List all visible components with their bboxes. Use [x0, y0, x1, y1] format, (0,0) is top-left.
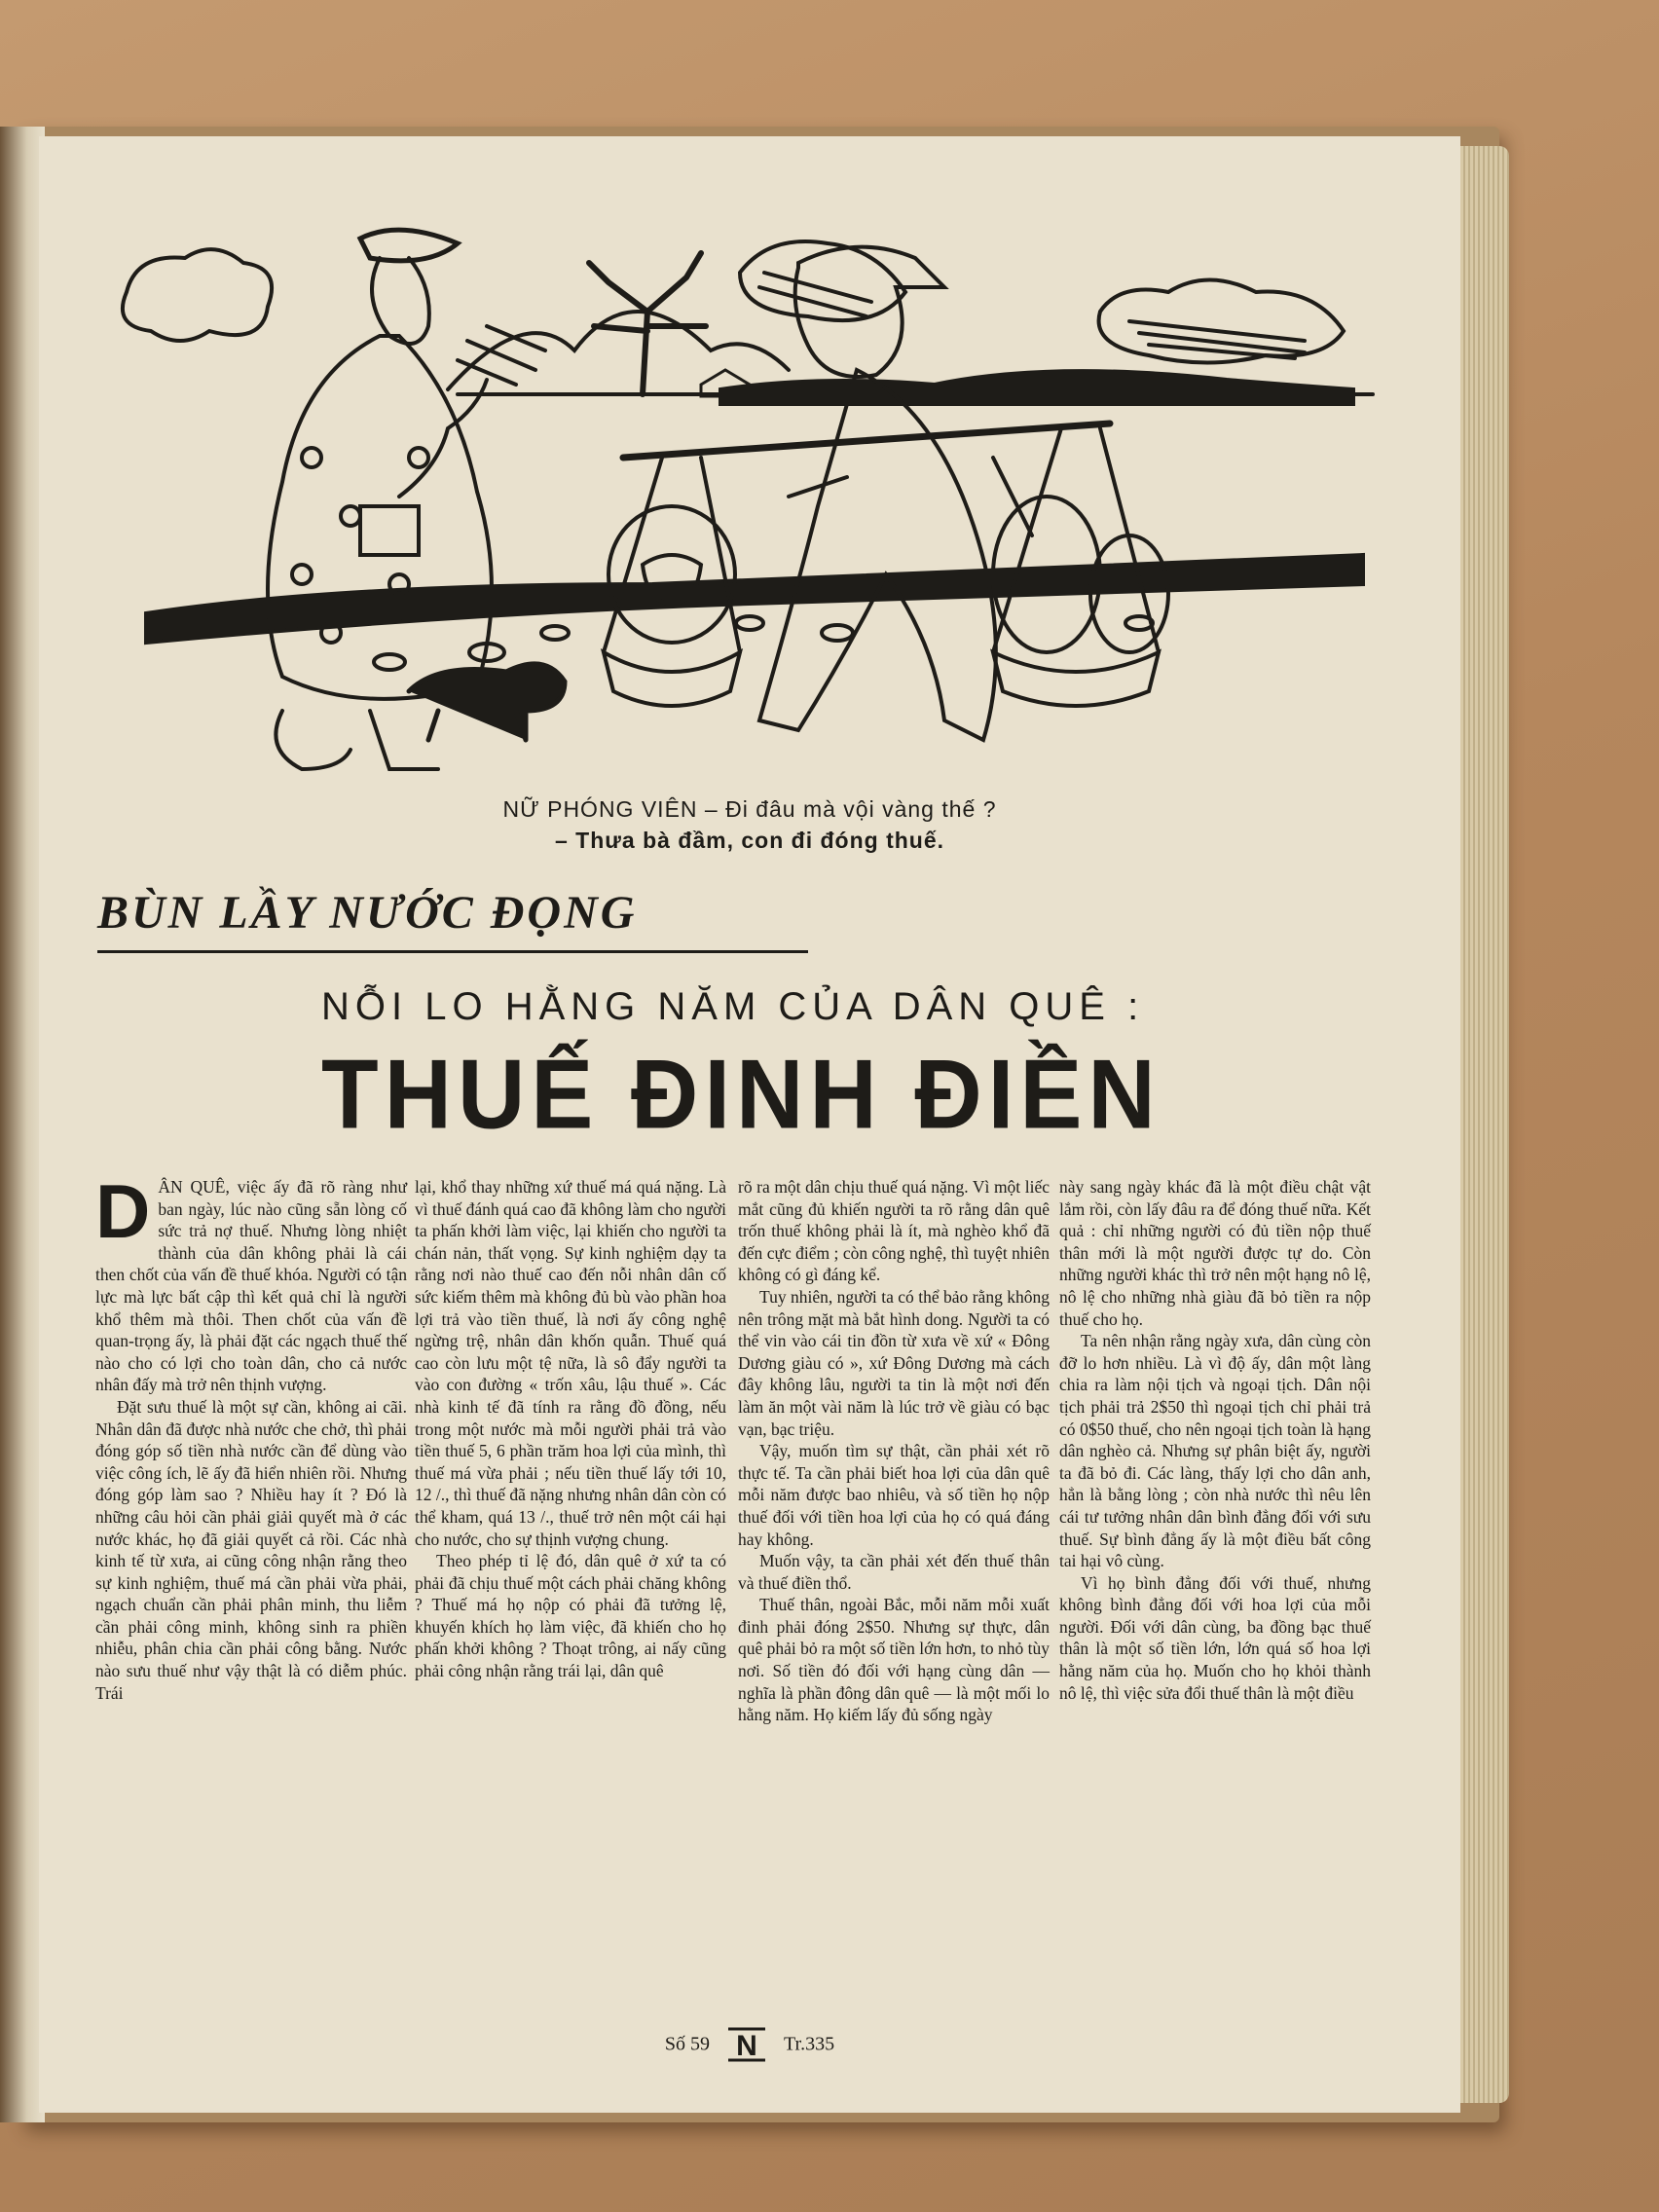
tree — [589, 253, 706, 394]
article-title: THUẾ ĐINH ĐIỀN — [321, 1040, 1161, 1150]
text-column-1 — [95, 1168, 407, 1704]
section-kicker: BÙN LẦY NƯỚC ĐỌNG — [97, 887, 638, 939]
man-figure — [795, 247, 944, 377]
carrying-pole — [623, 424, 1110, 458]
logo-letter: N — [736, 2030, 757, 2062]
paragraph: rõ ra một dân chịu thuế quá nặng. Vì một liếc mắt cũng đủ khiến người ta rõ rằng dân quê trốn thuế không phải là ít, mà nghèo khổ đã đến cực điểm ; còn công nghệ, thì tuyệt nhiên không có gì đáng kể. — [738, 1177, 1050, 1285]
page-footer — [39, 2025, 1460, 2064]
magazine-logo-icon — [724, 2025, 769, 2064]
paragraph: Tuy nhiên, người ta có thể bảo rằng không nên trông mặt mà bắt hình dong. Người ta có thể vin vào cái tin đồn từ xưa về xứ « Đông Dương giàu có », xứ Đông Dương mà cách đây không lâu, người ta tin là một nơi đến làm ăn một vài năm là lúc trở về giàu có bạc vạn, bạc triệu. — [738, 1286, 1050, 1439]
paragraph: này sang ngày khác đã là một điều chật vật lắm rồi, còn lấy đâu ra để đóng thuế nữa. Kết quả : chỉ những người có đủ tiền nộp thuế thân mới là một người được tự do. Còn những người khác thì trở nên một hạng nô lệ, nô lệ cho những nhà giàu đã bỏ tiền ra nộp thuế cho họ. — [1059, 1177, 1371, 1329]
cartoon-illustration — [117, 166, 1402, 789]
paragraph: ÂN QUÊ, việc ấy đã rõ ràng như ban ngày, lúc nào cũng sẵn lòng cố sức trả nợ thuế. Nhưng lòng nhiệt thành của dân không phải là cái then chốt của vấn đề thuế khóa. Người có tận lực mà lực bất cập thì kết quả chỉ là người khổ thêm mà thôi. Then chốt của vấn đề quan-trọng ấy, là phải đặt các ngạch thuế thế nào cho có lợi cho toàn dân, cho cả nước nhân đấy mà trở nên thịnh vượng. — [95, 1177, 407, 1395]
paragraph: Vậy, muốn tìm sự thật, cần phải xét rõ thực tế. Ta cần phải biết hoa lợi của dân quê mỗi năm được bao nhiêu, và số tiền họ nộp thuế đối với tiền hoa lợi của họ có quá đáng hay không. — [738, 1441, 1050, 1549]
paragraph: Đặt sưu thuế là một sự cần, không ai cãi. Nhân dân đã được nhà nước che chở, thì phải đóng góp số tiền nhà nước cần để dùng vào việc công ích, lẽ ấy đã hiển nhiên rồi. Nhưng đóng góp làm sao ? Nhiều hay ít ? Đó là những câu hỏi cần phải giải quyết mà ở các nước khác, họ đã giải quyết cả rồi. Các nhà kinh tế từ xưa, ai cũng công nhận rằng theo sự kinh nghiệm, thuế má cần phải vừa phải, ngạch chuẩn cần phải phân minh, thu liễm cần phải công minh, không sinh ra phiền nhiễu, phân chia cần phải công bằng. Nước nào sưu thuế như vậy thật là có diễm phúc. Trái — [95, 1396, 407, 1703]
caption-line-1: NỮ PHÓNG VIÊN – Đi đâu mà vội vàng thế ? — [502, 796, 997, 822]
text-column-3 — [738, 1176, 1050, 1726]
paragraph: Ta nên nhận rằng ngày xưa, dân cùng còn đỡ lo hơn nhiều. Là vì độ ấy, dân một làng chia ra làm nội tịch và ngoại tịch. Dân nội tịch phải trả 2$50 thì ngoại tịch chỉ phải trả có 0$50 thuế, cho nên ngoại tịch toàn là hạng dân nghèo cả. Nhưng sự phân biệt ấy, người ta đã bỏ đi. Các làng, thấy lợi cho dân anh, hẳn là bằng lòng ; còn nhà nước thì nêu lên cái tư tưởng nhân dân bình đẳng đối với sưu thuế. Sự bình đẳng ấy là một điều bất công tai hại vô cùng. — [1059, 1331, 1371, 1571]
text-column-4 — [1059, 1176, 1371, 1704]
caption-line-2: – Thưa bà đầm, con đi đóng thuế. — [554, 828, 945, 853]
paragraph: Theo phép tỉ lệ đó, dân quê ở xứ ta có phải đã chịu thuế một cách phải chăng không ? Thuế má họ nộp có phải đã tưởng lệ, khuyến khích họ làm việc, đã khiến cho họ phấn khởi không ? Thoạt trông, ai nấy cũng phải công nhận rằng trái lại, dân quê — [415, 1551, 726, 1681]
paragraph: Muốn vậy, ta cần phải xét đến thuế thân và thuế điền thổ. — [738, 1551, 1050, 1593]
dog — [409, 664, 565, 740]
paragraph: lại, khổ thay những xứ thuế má quá nặng. Là vì thuế đánh quá cao đã không làm cho người ta phấn khởi làm việc, lại khiến cho người ta chán nản, thất vọng. Sự kinh nghiệm dạy ta rằng nơi nào thuế cao đến nỗi nhân dân cố sức kiếm thêm mà không đủ bù vào phần hoa lợi trả vào tiền thuế, là nơi ấy công nghệ ngừng trệ, nhân dân khốn quẫn. Thuế quá cao còn lưu một tệ nữa, là sô đẩy người ta vào con đường « trốn xâu, lậu thuế ». Các nhà kinh tế đã tính ra rằng đồ đồng, nếu trong một nước mà mỗi người phải trả vào tiền thuế 5, 6 phần trăm hoa lợi của mình, thì thuế má vừa phải ; nếu tiền thuế lấy tới 10, 12 /., thì thuế đã nặng nhưng nhân dân còn có thể kham, quá 13 /., thuế trở nên một cái hại cho nước, cho sự thịnh vượng chung. — [415, 1177, 726, 1549]
cloud-left — [123, 249, 272, 341]
paragraph: Thuế thân, ngoài Bắc, mỗi năm mỗi xuất đinh phải đóng 2$50. Nhưng sự thực, dân quê phải bỏ ra một số tiền lớn hơn, to nhỏ tùy nơi. Số tiền đó đối với hạng cùng dân — nghĩa là phần đông dân quê — là một mối lo hằng năm. Họ kiếm lấy đủ sống ngày — [738, 1595, 1050, 1725]
page-number: Tr.335 — [784, 2033, 835, 2055]
drop-cap: D — [95, 1168, 151, 1254]
issue-number: Số 59 — [664, 2033, 711, 2055]
article-subtitle: NỖI LO HẰNG NĂM CỦA DÂN QUÊ : — [321, 985, 1145, 1028]
kicker-underline — [97, 950, 808, 953]
magazine-page — [39, 136, 1460, 2113]
paragraph: Vì họ bình đẳng đối với thuế, nhưng không bình đẳng đối với hoa lợi của mỗi người. Đối với dân cùng, ba đồng bạc thuế thân là một số tiền lớn, lớn quá số hoa lợi hằng năm của họ. Muốn cho họ khỏi thành nô lệ, thì việc sửa đổi thuế thân là một điều — [1059, 1572, 1371, 1703]
text-column-2 — [415, 1176, 726, 1682]
